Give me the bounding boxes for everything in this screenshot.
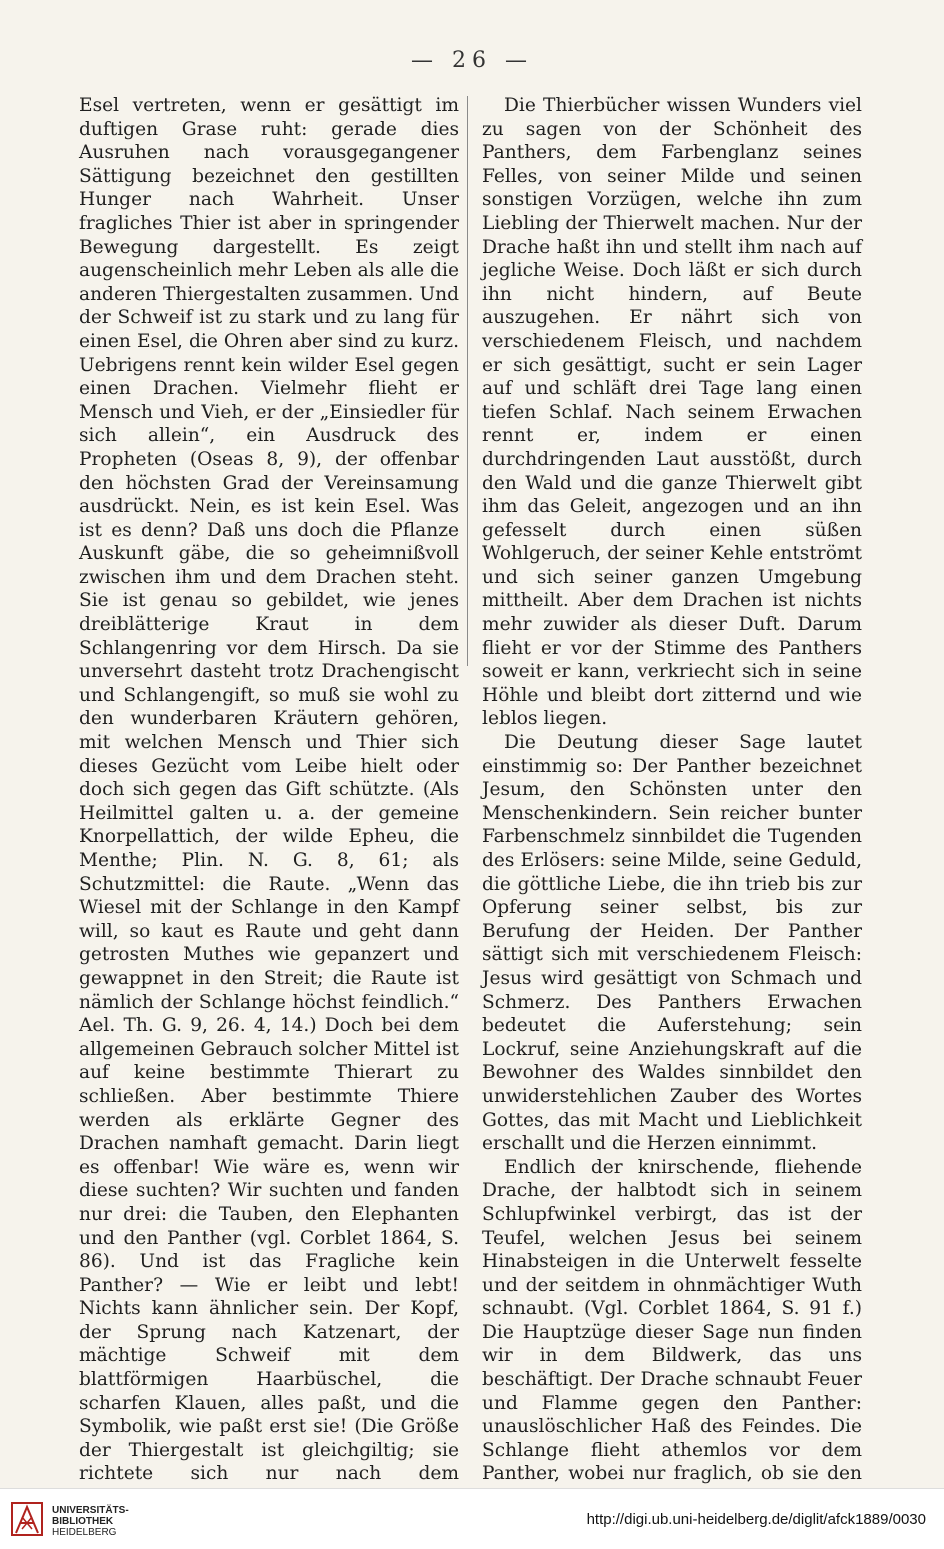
page-number: — 26 — [411, 48, 533, 73]
left-paragraph-1: Esel vertreten, wenn er gesättigt im duftigen Grase ruht: gerade dies Ausruhen nach vorausgegangener Sättigung bezeichnet den gestillten Hunger nach Wahrheit. Unser fragliches Thier ist aber in springender Bewegung dargestellt. Es zeigt augenscheinlich mehr Leben als alle die anderen Thiergestalten zusammen. Und der Schweif ist zu stark und zu lang für einen Esel, die Ohren aber sind zu kurz. Uebrigens rennt kein wilder Esel gegen einen Drachen. Vielmehr flieht er Mensch und Vieh, er der „Einsiedler für sich allein“, ein Ausdruck des Propheten (Oseas 8, 9), der offenbar den höchsten Grad der Vereinsamung ausdrückt. Nein, es ist kein Esel. Was ist es denn? Daß uns doch die Pflanze Auskunft gäbe, die so geheimnißvoll zwischen ihm und dem Drachen steht. Sie ist genau so gebildet, wie jenes dreiblätterige Kraut in dem Schlangenring vor dem Hirsch. Da sie unversehrt dasteht trotz Drachengischt und Schlangengift, so muß sie wohl zu den wunderbaren Kräutern gehören, mit welchen Mensch und Thier sich dieses Gezücht vom Leibe hielt oder doch sich gegen das Gift schützte. (Als Heilmittel galten u. a. der gemeine Knorpellattich, der wilde Epheu, die Menthe; Plin. N. G. 8, 61; als Schutzmittel: die Raute. „Wenn das Wiesel mit der Schlange in den Kampf will, so kaut es Raute und geht dann getrosten Muthes wie gepanzert und gewappnet in den Streit; die Raute ist nämlich der Schlange höchst feindlich.“ Ael. Th. G. 9, 26. 4, 14.) Doch bei dem allgemeinen Gebrauch solcher Mittel ist auf keine bestimmte Thierart zu schließen. Aber bestimmte Thiere werden als erklärte Gegner des Drachen namhaft gemacht. Darin liegt es offenbar! Wie wäre es, wenn wir diese suchten? Wir suchten und fanden nur drei: die Tauben, den Elephanten und den Panther (vgl. Corblet 1864, S. 86). Und ist das Fragliche kein Panther? — Wie er leibt und lebt! Nichts kann ähnlicher sein. Der Kopf, der Sprung nach Katzenart, der mächtige Schweif mit dem blattförmigen Haarbüschel, die scharfen Klauen, alles paßt, und die Symbolik, wie paßt erst sie! (Die Größe der Thiergestalt ist gleichgiltig; sie richtete sich nur nach dem [79, 95, 459, 1485]
university-library-logo-icon [10, 1499, 44, 1539]
library-name-line-3: HEIDELBERG [52, 1527, 117, 1538]
right-paragraph-2: Die Deutung dieser Sage lautet einstimmig so: Der Panther bezeichnet Jesum, den Schönsten unter den Menschenkindern. Sein reicher bunter Farbenschmelz sinnbildet die Tugenden des Erlösers: seine Milde, seine Geduld, die göttliche Liebe, die ihn trieb bis zur Opferung seiner selbst, bis zur Berufung der Heiden. Der Panther sättigt sich mit verschiedenem Fleisch: Jesus wird gesättigt von Schmach und Schmerz. Des Panthers Erwachen bedeutet die Auferstehung; sein Lockruf, seine Anziehungskraft auf die Bewohner des Waldes sinnbildet den unwiderstehlichen Zauber des Wortes Gottes, das mit Macht und Lieblichkeit erschallt und die Herzen einnimmt. [482, 732, 862, 1155]
right-paragraph-1: Die Thierbücher wissen Wunders viel zu sagen von der Schönheit des Panthers, dem Farbenglanz seines Felles, von seiner Milde und seinen sonstigen Vorzügen, welche ihn zum Liebling der Thierwelt machen. Nur der Drache haßt ihn und stellt ihm nach auf jegliche Weise. Doch läßt er sich durch ihn nicht hindern, auf Beute auszugehen. Er nährt sich von verschiedenem Fleisch, und nachdem er sich gesättigt, sucht er sein Lager auf und schläft drei Tage lang einen tiefen Schlaf. Nach seinem Erwachen rennt er, indem er einen durchdringenden Laut ausstößt, durch den Wald und die ganze Thierwelt gibt ihm das Geleit, angezogen und an ihn gefesselt durch einen süßen Wohlgeruch, der seiner Kehle entströmt und sich seiner ganzen Umgebung mittheilt. Aber dem Drachen ist nichts mehr zuwider als dieser Duft. Darum flieht er vor der Stimme des Panthers soweit er kann, verkriecht sich in seine Höhle und bleibt dort zitternd und wie leblos liegen. [482, 95, 862, 730]
document-url-link[interactable]: http://digi.ub.uni-heidelberg.de/diglit/afck1889/0030 [586, 1511, 926, 1528]
library-name-line-1: UNIVERSITÄTS- [52, 1505, 129, 1516]
footer-bar [0, 1488, 944, 1549]
column-divider [467, 96, 468, 666]
library-name [52, 1505, 129, 1538]
left-column [79, 94, 459, 1510]
right-paragraph-3: Endlich der knirschende, fliehende Drache, der halbtodt sich in seinem Schlupfwinkel verbirgt, das ist der Teufel, welchen Jesus bei seinem Hinabsteigen in die Unterwelt fesselte und der seitdem in ohnmächtiger Wuth schnaubt. (Vgl. Corblet 1864, S. 91 f.) Die Hauptzüge dieser Sage nun finden wir in dem Bildwerk, das uns beschäftigt. Der Drache schnaubt Feuer und Flamme gegen den Panther: unauslöschlicher Haß des Feindes. Die Schlange flieht athemlos vor dem Panther, wobei nur fraglich, ob sie den [482, 1156, 862, 1485]
right-column [482, 94, 862, 1533]
library-name-line-2: BIBLIOTHEK [52, 1516, 114, 1527]
